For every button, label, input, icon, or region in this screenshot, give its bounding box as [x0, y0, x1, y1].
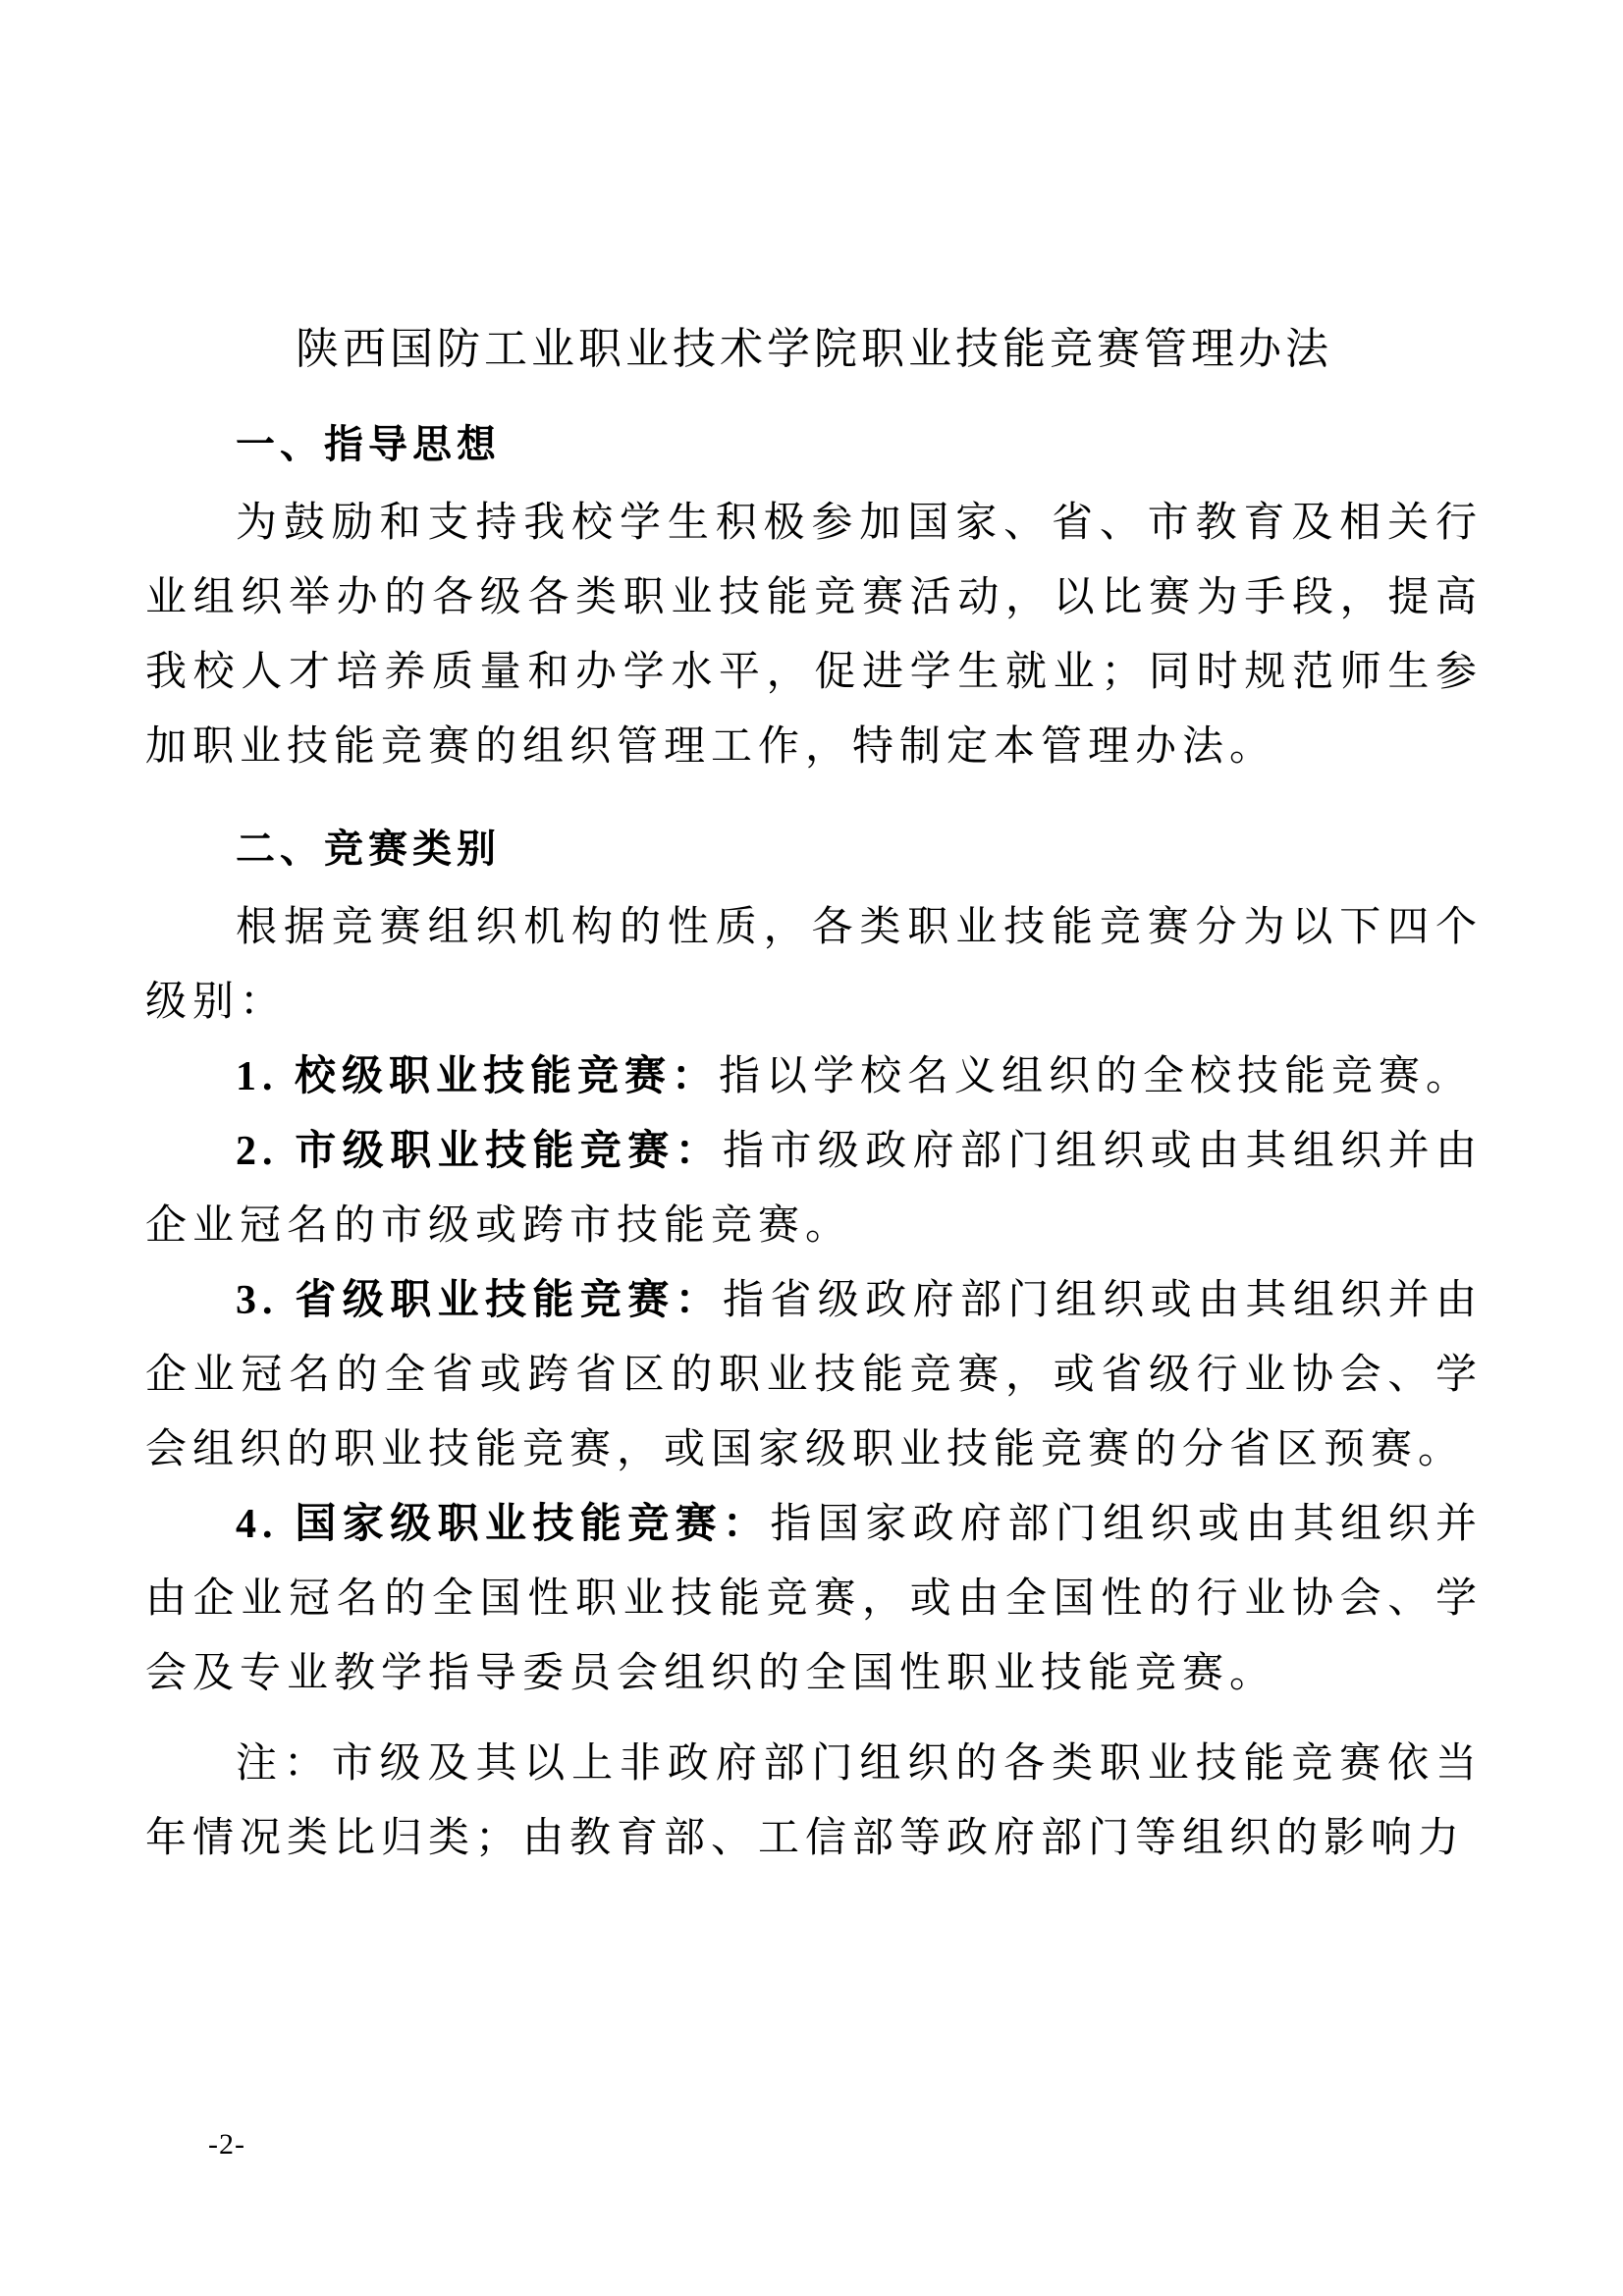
- paragraph-note: 注：市级及其以上非政府部门组织的各类职业技能竞赛依当年情况类比归类；由教育部、工信部等政府部门等组织的影响力: [145, 1741, 1483, 1861]
- list-item-province-level-lead: 3. 省级职业技能竞赛：: [236, 1278, 723, 1323]
- list-item-school-level-lead: 1. 校级职业技能竞赛：: [236, 1054, 720, 1099]
- list-item-province-level-text: 指省级政府部门组织或由其组织并由企业冠名的全省或跨省区的职业技能竞赛，或省级行业协会、学会组织的职业技能竞赛，或国家级职业技能竞赛的分省区预赛。: [145, 1278, 1483, 1472]
- list-item-school-level: [145, 1040, 1483, 1114]
- document-title: 陕西国防工业职业技术学院职业技能竞赛管理办法: [296, 325, 1332, 373]
- list-item-city-level-lead: 2. 市级职业技能竞赛：: [236, 1129, 723, 1174]
- section-heading-2: 二、竞赛类别: [236, 828, 501, 871]
- document-content: [145, 0, 1483, 1876]
- list-item-city-level-text: 指市级政府部门组织或由其组织并由企业冠名的市级或跨市技能竞赛。: [145, 1129, 1483, 1249]
- list-item-province-level: [145, 1263, 1483, 1487]
- list-item-national-level-text: 指国家政府部门组织或由其组织并由企业冠名的全国性职业技能竞赛，或由全国性的行业协会、学会及专业教学指导委员会组织的全国性职业技能竞赛。: [145, 1502, 1483, 1696]
- paragraph-category-intro: 根据竞赛组织机构的性质，各类职业技能竞赛分为以下四个级别：: [145, 905, 1483, 1025]
- list-item-city-level: [145, 1114, 1483, 1263]
- section-heading-1: 一、指导思想: [236, 423, 501, 466]
- list-item-national-level: [145, 1487, 1483, 1711]
- paragraph-guiding-ideology: 为鼓励和支持我校学生积极参加国家、省、市教育及相关行业组织举办的各级各类职业技能竞赛活动，以比赛为手段，提高我校人才培养质量和办学水平，促进学生就业；同时规范师生参加职业技能竞赛的组织管理工作，特制定本管理办法。: [145, 501, 1483, 770]
- list-item-national-level-lead: 4. 国家级职业技能竞赛：: [236, 1502, 771, 1547]
- list-item-school-level-text: 指以学校名义组织的全校技能竞赛。: [719, 1054, 1474, 1099]
- page-number: -2-: [208, 2128, 245, 2161]
